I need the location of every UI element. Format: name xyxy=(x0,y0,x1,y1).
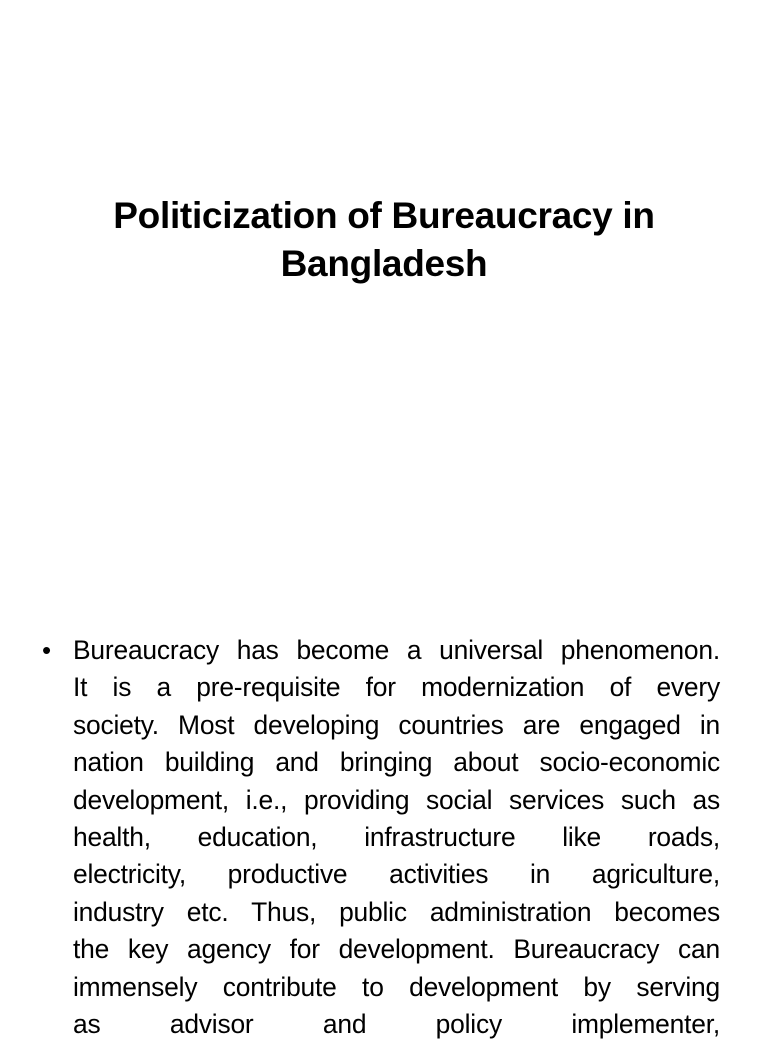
paragraph-line: the key agency for development. Bureaucracy can xyxy=(73,934,720,965)
paragraph-line: development, i.e., providing social services such as xyxy=(73,784,720,815)
slide-title-line-1: Politicization of Bureaucracy in xyxy=(113,195,655,236)
paragraph-line: health, education, infrastructure like roads, xyxy=(73,822,720,853)
paragraph-line: Bureaucracy has become a universal phenomenon. xyxy=(73,635,720,665)
slide-title-line-2: Bangladesh xyxy=(280,243,488,284)
paragraph-line: nation building and bringing about socio-economic xyxy=(73,747,720,778)
paragraph-line: electricity, productive activities in agriculture, xyxy=(73,859,720,890)
paragraph-line: as advisor and policy implementer, xyxy=(73,1009,720,1040)
paragraph-line: industry etc. Thus, public administration becomes xyxy=(73,896,720,927)
bullet-paragraph xyxy=(73,632,720,1043)
bullet-marker: • xyxy=(42,635,52,665)
slide-title xyxy=(40,192,728,288)
paragraph-line: It is a pre-requisite for modernization of every xyxy=(73,672,720,703)
slide-body xyxy=(40,632,720,1043)
paragraph-line: society. Most developing countries are engaged in xyxy=(73,709,720,740)
paragraph-line: immensely contribute to development by serving xyxy=(73,971,720,1002)
bullet-item xyxy=(40,632,720,1043)
